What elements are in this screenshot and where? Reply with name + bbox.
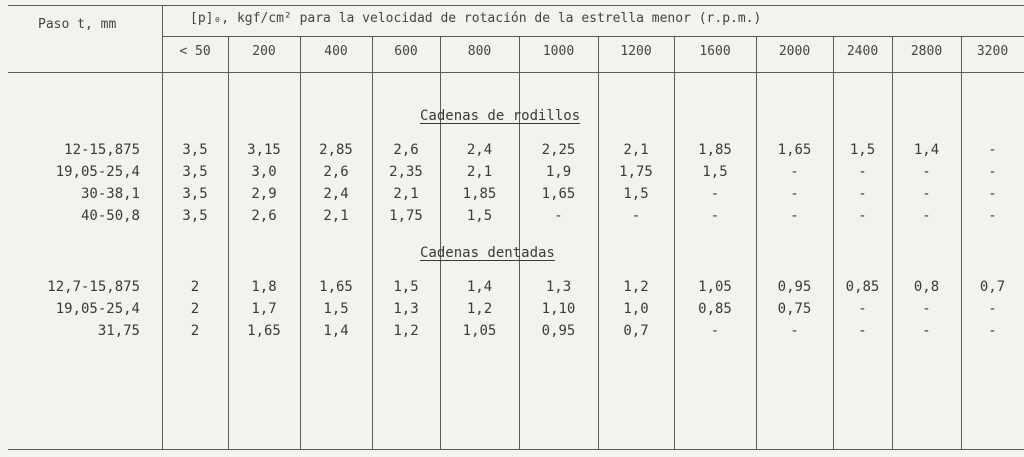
table-cell: - <box>858 323 867 339</box>
table-cell: - <box>790 186 799 202</box>
table-cell: 1,10 <box>541 301 576 317</box>
table-cell: 1,05 <box>462 323 497 339</box>
table-cell: 1,4 <box>913 142 940 158</box>
table-cell: 1,5 <box>323 301 349 317</box>
table-cell: - <box>858 301 867 317</box>
span-header-rule <box>162 36 1024 37</box>
table-cell: - <box>922 164 931 180</box>
table-cell: 3,15 <box>247 142 281 158</box>
table-cell: 1,65 <box>247 323 281 339</box>
table-cell: 0,95 <box>777 279 812 295</box>
table-cell: - <box>988 208 997 224</box>
table-cell: - <box>922 301 931 317</box>
table-cell: - <box>790 323 799 339</box>
column-header: 600 <box>394 44 418 59</box>
table-cell: 1,7 <box>251 301 277 317</box>
table-cell: 1,5 <box>623 186 649 202</box>
table-cell: 0,7 <box>979 279 1006 295</box>
table-cell: - <box>922 186 931 202</box>
table-cell: - <box>858 186 867 202</box>
table-cell: 2,4 <box>466 142 493 158</box>
table-cell: 3,5 <box>182 186 208 202</box>
table-cell: 0,85 <box>698 301 732 317</box>
span-header: [p]₀, kgf/cm² para la velocidad de rotación de la estrella menor (r.p.m.) <box>190 11 762 26</box>
table-bottom-rule <box>8 449 1024 450</box>
column-header: < 50 <box>179 44 211 59</box>
table-cell: 1,65 <box>319 279 353 295</box>
table-cell: 1,2 <box>393 323 419 339</box>
table-cell: - <box>710 208 720 224</box>
column-header: 2400 <box>846 44 879 59</box>
table-cell: 1,5 <box>466 208 493 224</box>
table-cell: 1,3 <box>393 301 419 317</box>
table-cell: 0,8 <box>913 279 940 295</box>
table-cell: 3,0 <box>251 164 277 180</box>
table-cell: 1,5 <box>702 164 728 180</box>
row-pitch-label: 40-50,8 <box>80 208 140 224</box>
column-divider <box>300 36 301 449</box>
table-cell: 1,65 <box>541 186 576 202</box>
column-divider <box>833 36 834 449</box>
table-cell: 2 <box>190 301 200 317</box>
table-cell: 1,2 <box>466 301 493 317</box>
table-cell: 2,1 <box>623 142 649 158</box>
table-cell: 2 <box>190 279 200 295</box>
table-cell: - <box>858 164 867 180</box>
table-cell: 1,65 <box>777 142 812 158</box>
table-cell: 1,5 <box>393 279 419 295</box>
table-cell: 1,05 <box>698 279 732 295</box>
table-cell: - <box>554 208 563 224</box>
section-title: Cadenas dentadas <box>420 245 555 261</box>
table-cell: - <box>988 142 997 158</box>
table-cell: - <box>710 323 720 339</box>
table-cell: 1,8 <box>251 279 277 295</box>
table-cell: 2,4 <box>323 186 349 202</box>
row-pitch-label: 19,05-25,4 <box>55 164 140 180</box>
table-cell: 0,95 <box>541 323 576 339</box>
column-divider <box>961 36 962 449</box>
row-pitch-label: 12-15,875 <box>64 142 140 158</box>
table-cell: 3,5 <box>182 142 208 158</box>
table-cell: 3,5 <box>182 164 208 180</box>
section-title: Cadenas de rodillos <box>420 108 581 124</box>
column-header: 800 <box>467 44 492 59</box>
table-cell: 1,9 <box>545 164 572 180</box>
column-divider <box>440 36 441 449</box>
column-divider <box>598 36 599 449</box>
column-header: 2800 <box>910 44 943 59</box>
table-top-rule <box>8 5 1024 6</box>
table-cell: 2,35 <box>389 164 423 180</box>
column-header: 200 <box>252 44 276 59</box>
table-cell: 2,25 <box>541 142 576 158</box>
table-cell: 2,6 <box>323 164 349 180</box>
table-cell: - <box>790 164 799 180</box>
table-cell: - <box>858 208 867 224</box>
column-divider <box>519 36 520 449</box>
table-cell: - <box>922 208 931 224</box>
table-cell: 1,3 <box>545 279 572 295</box>
column-header: 1600 <box>699 44 731 59</box>
table-cell: 0,75 <box>777 301 812 317</box>
column-divider <box>674 36 675 449</box>
table-cell: 1,4 <box>323 323 349 339</box>
table-cell: 2,9 <box>251 186 277 202</box>
table-cell: 1,85 <box>462 186 497 202</box>
table-cell: 2,1 <box>323 208 349 224</box>
row-pitch-label: 30-38,1 <box>80 186 140 202</box>
column-header: 1200 <box>620 44 652 59</box>
table-cell: - <box>922 323 931 339</box>
table-cell: 2,1 <box>466 164 493 180</box>
table-cell: - <box>710 186 720 202</box>
table-cell: - <box>988 186 997 202</box>
table-cell: - <box>631 208 641 224</box>
table-cell: 1,5 <box>849 142 876 158</box>
table-cell: 1,75 <box>389 208 423 224</box>
column-divider <box>372 36 373 449</box>
table-cell: 1,4 <box>466 279 493 295</box>
column-header: 3200 <box>976 44 1009 59</box>
table-cell: 2,1 <box>393 186 419 202</box>
label-column-divider <box>162 5 163 450</box>
table-cell: 1,2 <box>623 279 649 295</box>
table-cell: 0,7 <box>623 323 649 339</box>
table-cell: 2 <box>190 323 200 339</box>
table-cell: - <box>988 301 997 317</box>
table-cell: 2,85 <box>319 142 353 158</box>
table-cell: 2,6 <box>251 208 277 224</box>
row-pitch-label: 31,75 <box>97 323 140 339</box>
header-bottom-rule <box>8 72 1024 73</box>
table-cell: 2,6 <box>393 142 419 158</box>
table-cell: 1,85 <box>698 142 732 158</box>
table-cell: 0,85 <box>845 279 880 295</box>
row-header-pitch: Paso t, mm <box>38 17 117 32</box>
table-cell: - <box>988 323 997 339</box>
table-cell: 1,75 <box>619 164 653 180</box>
table-cell: - <box>790 208 799 224</box>
table-cell: 1,0 <box>623 301 649 317</box>
row-pitch-label: 12,7-15,875 <box>47 279 140 295</box>
column-header: 2000 <box>778 44 811 59</box>
table-cell: - <box>988 164 997 180</box>
column-header: 400 <box>324 44 348 59</box>
column-header: 1000 <box>542 44 575 59</box>
row-pitch-label: 19,05-25,4 <box>55 301 140 317</box>
column-divider <box>228 36 229 449</box>
column-divider <box>892 36 893 449</box>
column-divider <box>756 36 757 449</box>
table-cell: 3,5 <box>182 208 208 224</box>
